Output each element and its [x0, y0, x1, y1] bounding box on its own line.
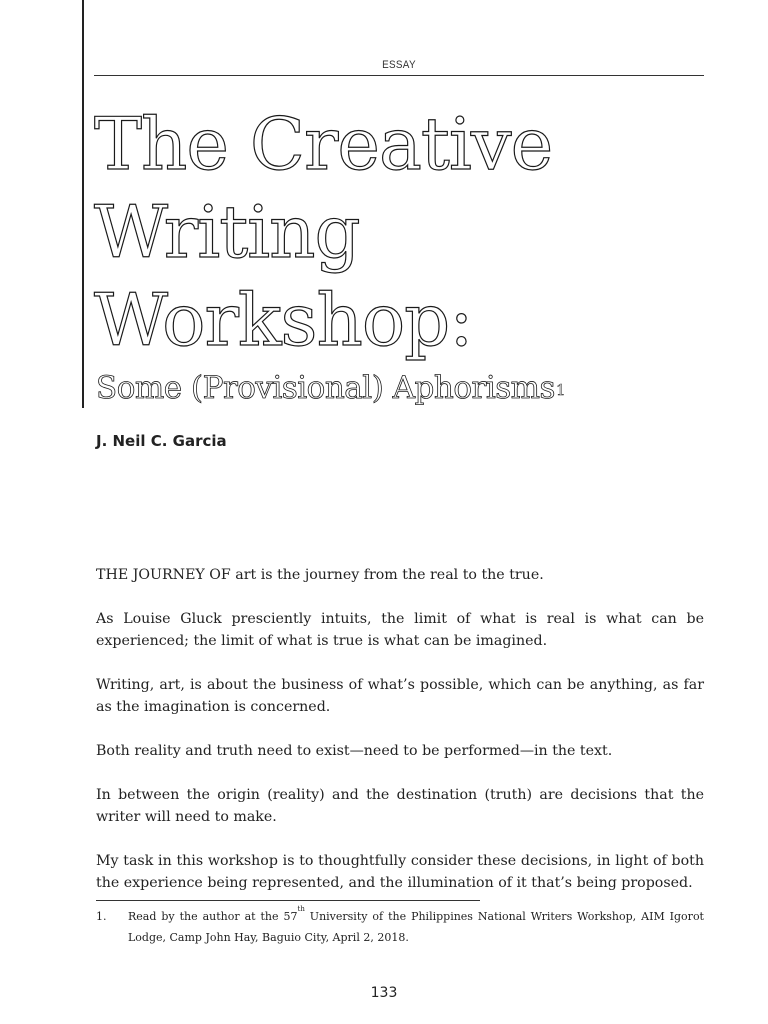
- subtitle-text: Some (Provisional) Aphorisms: [96, 370, 555, 406]
- body-paragraph: Writing, art, is about the business of what’s possible, which can be anything, as far as the imagination is concerned.: [96, 677, 704, 715]
- margin-rule: [82, 0, 84, 408]
- page-number: 133: [370, 985, 398, 1001]
- title-line-3: Workshop:: [94, 278, 473, 362]
- footnote-text-end: University of the Philippines National Writers Workshop, AIM Igorot Lodge, Camp John Hay, Baguio City, April 2, 2018.: [128, 910, 704, 944]
- ordinal-suffix: th: [297, 905, 305, 913]
- body-paragraph: THE JOURNEY OF art is the journey from the real to the true.: [96, 567, 544, 583]
- essay-subtitle: [96, 368, 565, 408]
- section-label: ESSAY: [382, 59, 416, 71]
- footnote-marker[interactable]: 1: [555, 381, 566, 399]
- essay-title: [94, 100, 734, 364]
- author-name: J. Neil C. Garcia: [96, 432, 227, 450]
- footnote-text: [128, 906, 704, 948]
- body-paragraph: In between the origin (reality) and the destination (truth) are decisions that the writer will need to make.: [96, 787, 704, 825]
- footnote-number: 1.: [96, 910, 107, 923]
- footnote: [96, 906, 704, 948]
- body-paragraph: My task in this workshop is to thoughtfully consider these decisions, in light of both the experience being represented, and the illumination of it that’s being proposed.: [96, 853, 704, 891]
- title-line-2: Writing: [94, 190, 360, 274]
- header-divider: [94, 75, 704, 76]
- body-paragraph: As Louise Gluck presciently intuits, the limit of what is real is what can be experienced; the limit of what is true is what can be imagined.: [96, 611, 704, 649]
- footnote-divider: [96, 900, 480, 901]
- essay-body: [96, 564, 704, 894]
- footnote-text-start: Read by the author at the 57: [128, 910, 298, 923]
- title-line-1: The Creative: [94, 102, 553, 186]
- body-paragraph: Both reality and truth need to exist—need to be performed—in the text.: [96, 743, 613, 759]
